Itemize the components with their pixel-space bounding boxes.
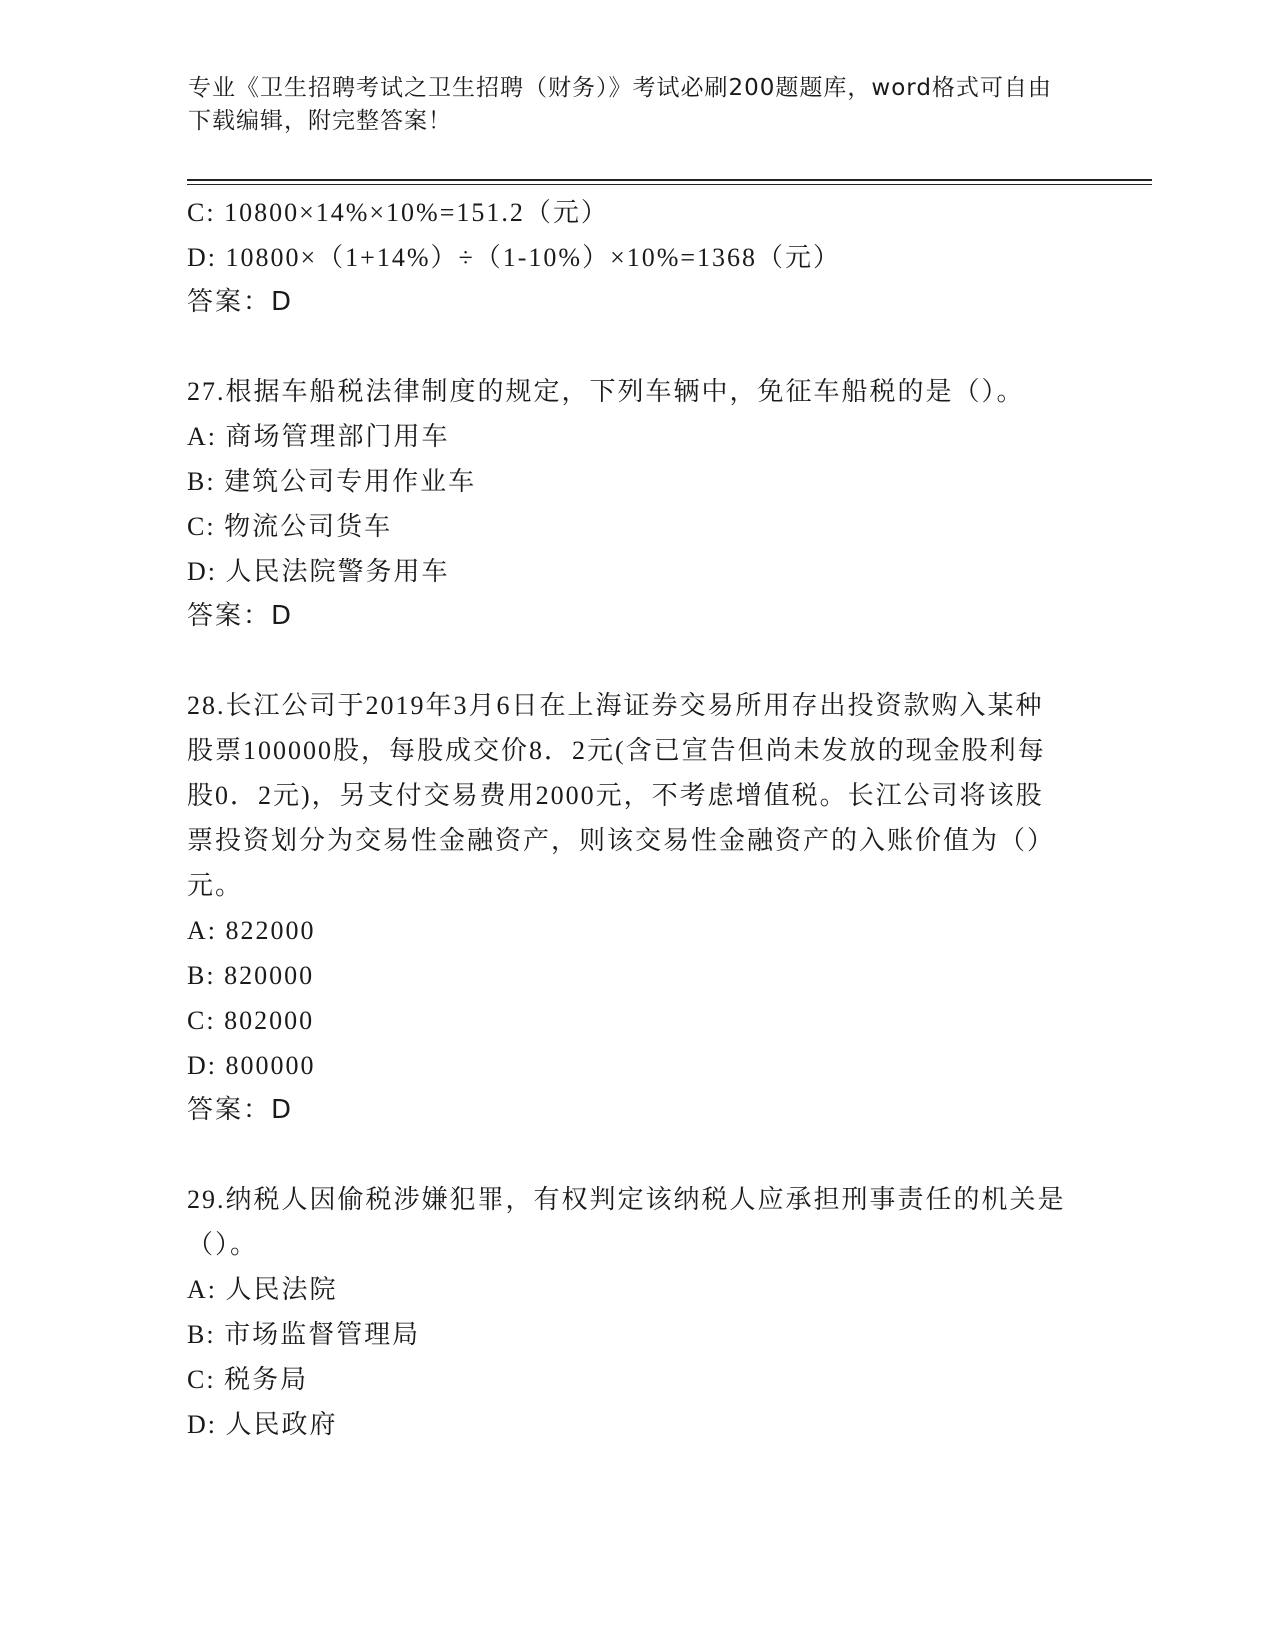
option-d: D: 人民政府: [187, 1410, 338, 1439]
option-a: A: 人民法院: [187, 1275, 338, 1304]
option-d: D: 800000: [187, 1051, 316, 1080]
answer-line: 答案：D: [187, 601, 294, 631]
answer-line: 答案：D: [187, 287, 294, 317]
option-a: A: 商场管理部门用车: [187, 422, 450, 451]
question-stem: 28.长江公司于2019年3月6日在上海证券交易所用存出投资款购入某种股票100000股，每股成交价8．2元(含已宣告但尚未发放的现金股利每股0．2元)，另支付交易费用2000元，不考虑增值税。长江公司将该股票投资划分为交易性金融资产，则该交易性金融资产的入账价值为（）元。: [187, 691, 1056, 900]
option-b: B: 820000: [187, 961, 315, 990]
option-c: C: 802000: [187, 1006, 315, 1035]
header-rule-thin: [187, 184, 1152, 185]
option-a: A: 822000: [187, 916, 316, 945]
question-stem: 29.纳税人因偷税涉嫌犯罪，有权判定该纳税人应承担刑事责任的机关是（）。: [187, 1185, 1066, 1259]
question-29: [187, 1177, 1087, 1447]
option-d: D: 人民法院警务用车: [187, 557, 450, 586]
option-b: B: 市场监督管理局: [187, 1320, 421, 1349]
question-28: [187, 683, 1087, 1133]
question-stem: 27.根据车船税法律制度的规定，下列车辆中，免征车船税的是（）。: [187, 377, 1025, 406]
option-d: D: 10800×（1+14%）÷（1-10%）×10%=1368（元）: [187, 243, 842, 272]
answer-line: 答案：D: [187, 1095, 294, 1125]
option-c: C: 税务局: [187, 1365, 309, 1394]
question-list: [187, 190, 1087, 1447]
document-header: 专业《卫生招聘考试之卫生招聘（财务）》考试必刷200题题库，word格式可自由下载编辑，附完整答案！: [188, 75, 1052, 134]
option-b: B: 建筑公司专用作业车: [187, 467, 477, 496]
header-rule-thick: [187, 179, 1152, 181]
option-c: C: 10800×14%×10%=151.2（元）: [187, 198, 609, 227]
question-27: [187, 369, 1087, 639]
question-26-tail: [187, 190, 1087, 325]
option-c: C: 物流公司货车: [187, 512, 393, 541]
